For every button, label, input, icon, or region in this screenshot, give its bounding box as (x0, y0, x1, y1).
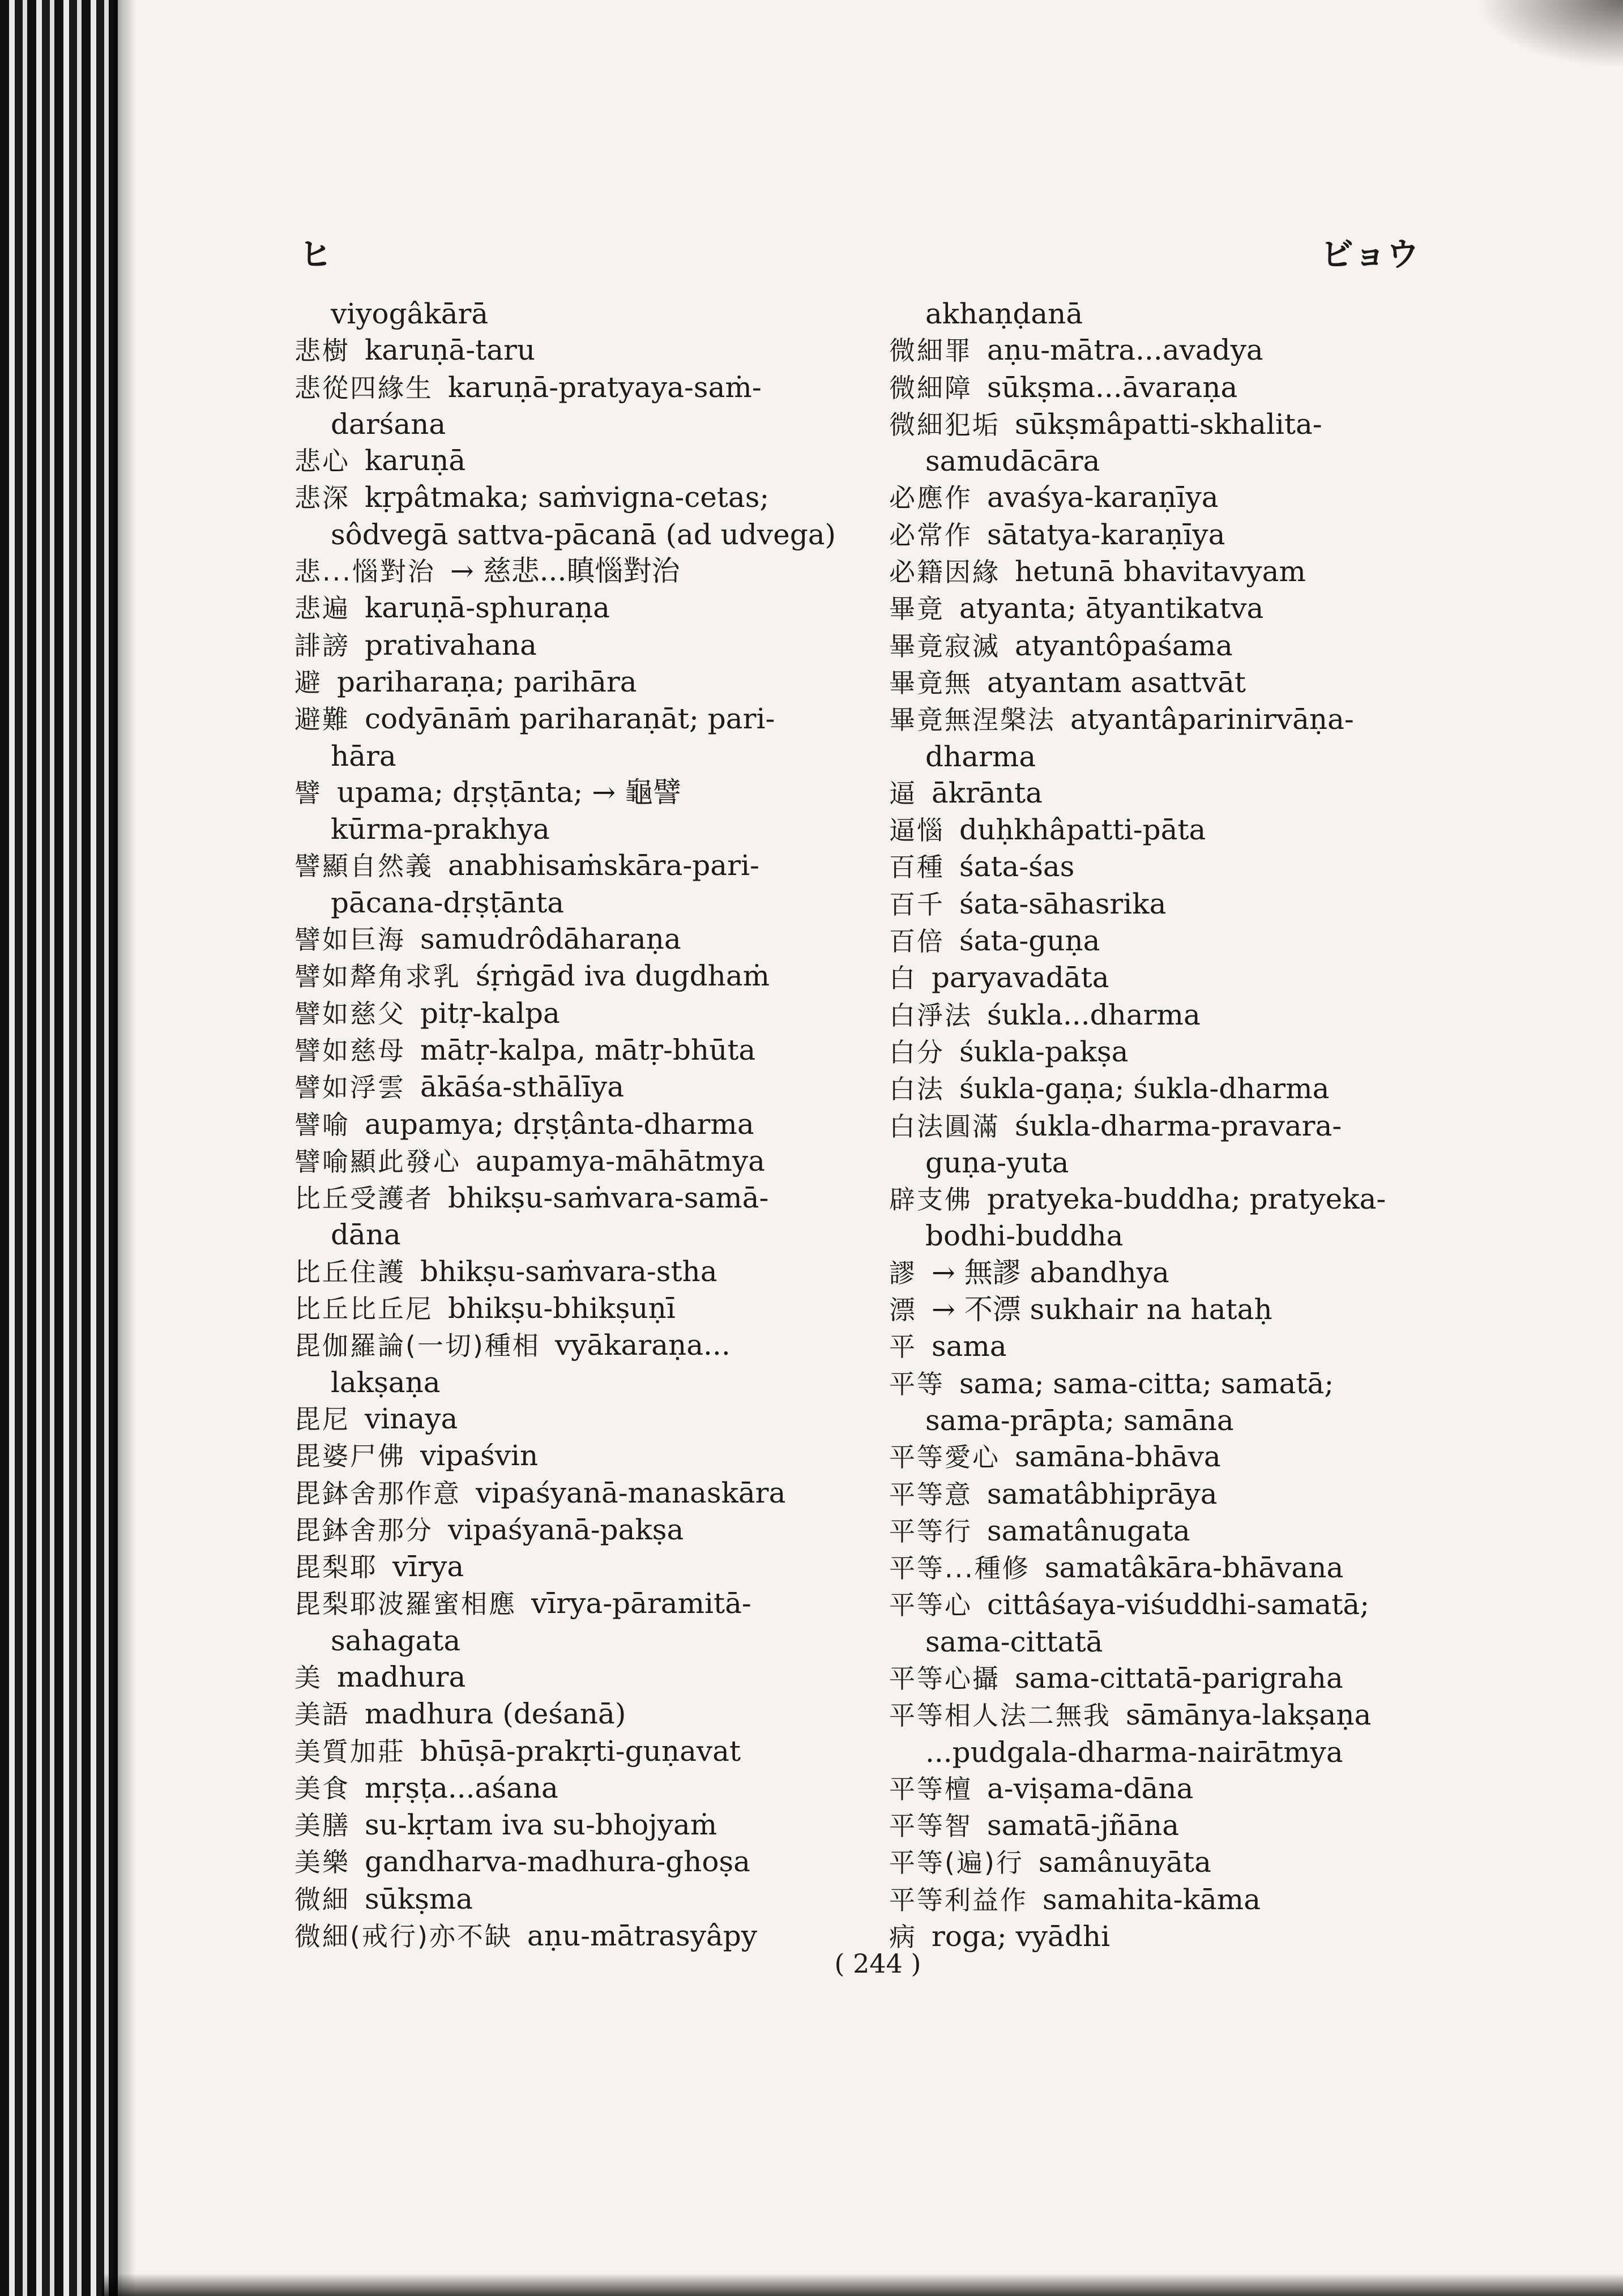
entry-headword: 平等心攝 (889, 1663, 1000, 1694)
scan-bottom-edge (102, 2273, 1623, 2296)
dictionary-entry (889, 332, 1455, 369)
dictionary-entry (889, 1181, 1455, 1218)
entry-definition: atyantôpaśama (1015, 629, 1233, 662)
dictionary-entry (889, 1660, 1455, 1697)
entry-definition: sama; sama-citta; samatā; (959, 1367, 1334, 1400)
dictionary-entry (294, 1512, 861, 1548)
dictionary-entry (889, 1291, 1455, 1328)
entry-definition: samahita-kāma (1043, 1883, 1261, 1916)
dictionary-entry (889, 443, 1455, 479)
entry-headword: 毘尼 (294, 1403, 350, 1435)
entry-headword: 比丘住護 (294, 1256, 405, 1287)
entry-definition: atyanta; ātyantikatva (959, 592, 1264, 625)
entry-definition: samatâkāra-bhāvana (1044, 1551, 1344, 1585)
entry-definition: bhikṣu-saṁvara-stha (420, 1254, 717, 1288)
entry-headword: 平等相人法二無我 (889, 1700, 1111, 1731)
entry-headword: 譬顯自然義 (294, 851, 433, 882)
book-binding (0, 0, 122, 2296)
entry-headword: 病 (889, 1922, 917, 1953)
entry-definition: bhikṣu-saṁvara-samā- (448, 1181, 769, 1215)
entry-headword: 漂 (889, 1295, 917, 1326)
dictionary-entry (294, 1843, 861, 1880)
dictionary-entry (889, 1734, 1455, 1770)
entry-definition: a-viṣama-dāna (987, 1772, 1194, 1805)
entry-definition: śukla-gaṇa; śukla-dharma (959, 1072, 1330, 1106)
dictionary-entry (294, 1437, 861, 1474)
entry-headword: 微細 (294, 1884, 350, 1915)
entry-headword: 白淨法 (889, 1000, 972, 1031)
dictionary-entry (294, 847, 861, 884)
entry-definition: śata-sāhasrika (959, 887, 1167, 920)
entry-definition: avaśya-karaṇīya (987, 481, 1219, 514)
entry-headword: 平等智 (889, 1811, 972, 1842)
entry-definition: duḥkhâpatti-pāta (959, 813, 1206, 847)
dictionary-entry (889, 923, 1455, 959)
entry-headword: 畢竟寂滅 (889, 630, 1000, 662)
entry-definition: sama-cittatā-parigraha (1015, 1661, 1343, 1695)
entry-definition: karuṇā-sphuraṇa (365, 591, 610, 625)
entry-definition: aṇu-mātrasyâpy (527, 1919, 758, 1953)
entry-headword: 百種 (889, 852, 945, 883)
dictionary-entry (294, 627, 861, 664)
entry-headword: 毘婆尸佛 (294, 1441, 405, 1472)
binding-shadow (113, 0, 136, 2296)
entry-headword: 白分 (889, 1036, 945, 1068)
entry-headword: 美膳 (294, 1810, 350, 1841)
page-number: ( 244 ) (834, 1948, 921, 1979)
entry-definition: samāna-bhāva (1015, 1440, 1221, 1474)
entry-definition: anabhisaṁskāra-pari- (448, 849, 759, 882)
dictionary-entry (294, 1143, 861, 1180)
entry-definition: bodhi-buddha (925, 1219, 1124, 1253)
dictionary-entry (889, 812, 1455, 848)
entry-definition: śata-guṇa (959, 924, 1100, 958)
entry-headword: 悲心 (294, 446, 350, 477)
dictionary-entry (889, 628, 1455, 664)
dictionary-entry (294, 701, 861, 737)
entry-headword: 譬喻顯此發心 (294, 1146, 461, 1177)
dictionary-entry (294, 1069, 861, 1106)
dictionary-entry (294, 590, 861, 626)
entry-headword: 毘梨耶 (294, 1552, 378, 1583)
entry-definition: vīrya-pāramitā- (531, 1587, 751, 1620)
entry-definition: aṇu-mātra...avadya (987, 334, 1263, 367)
dictionary-entry (294, 1401, 861, 1437)
entry-definition: vyākaraṇa... (554, 1329, 731, 1362)
entry-headword: 毘梨耶波羅蜜相應 (294, 1589, 516, 1620)
entry-definition: karuṇā (365, 444, 466, 477)
entry-headword: 悲從四緣生 (294, 372, 433, 403)
entry-definition: bhūṣā-prakṛti-guṇavat (420, 1734, 741, 1768)
entry-definition: śukla-dharma-pravara- (1015, 1109, 1342, 1142)
entry-headword: 微細犯垢 (889, 409, 1000, 440)
dictionary-entry (294, 1364, 861, 1401)
dictionary-entry (889, 590, 1455, 627)
entry-definition: mātṛ-kalpa, mātṛ-bhūta (420, 1033, 756, 1066)
entry-headword: 必籍因緣 (889, 557, 1000, 588)
dictionary-entry (889, 1402, 1455, 1439)
entry-definition: akhaṇḍanā (925, 297, 1083, 330)
entry-headword: 百千 (889, 889, 945, 920)
entry-definition: prativahana (365, 628, 537, 662)
entry-headword: 誹謗 (294, 630, 350, 661)
dictionary-entry (889, 886, 1455, 923)
entry-headword: 逼惱 (889, 815, 945, 846)
dictionary-entry (294, 885, 861, 921)
dictionary-entry (294, 1032, 861, 1069)
entry-definition: sātatya-karaṇīya (987, 518, 1225, 551)
entry-definition: upama; dṛṣṭānta; → 龜譬 (337, 775, 682, 809)
entry-definition: sūkṣma (365, 1882, 473, 1915)
entry-headword: 平等行 (889, 1516, 972, 1547)
entry-definition: aupamya; dṛṣṭânta-dharma (365, 1107, 754, 1141)
entry-definition: → 無謬 abandhya (932, 1256, 1169, 1289)
entry-headword: 微細障 (889, 372, 972, 403)
entry-headword: 微細(戒行)亦不缺 (294, 1921, 512, 1952)
entry-definition: paryavadāta (932, 961, 1109, 995)
dictionary-entry (889, 1918, 1455, 1955)
entry-definition: gandharva-madhura-ghoṣa (365, 1845, 750, 1879)
left-column (294, 296, 861, 1954)
entry-headword: 譬如浮雲 (294, 1072, 405, 1103)
entry-definition: atyantam asattvāt (987, 665, 1246, 699)
dictionary-entry (889, 701, 1455, 738)
entry-definition: mṛṣṭa...aśana (365, 1771, 558, 1804)
entry-definition: ...pudgala-dharma-nairātmya (925, 1735, 1343, 1769)
entry-definition: hetunā bhavitavyam (1015, 555, 1306, 588)
entry-definition: bhikṣu-bhikṣuṇī (448, 1292, 676, 1325)
entry-headword: 譬如巨海 (294, 924, 405, 955)
dictionary-entry (294, 774, 861, 811)
entry-headword: 避難 (294, 704, 350, 735)
dictionary-entry (889, 997, 1455, 1034)
dictionary-entry (294, 921, 861, 958)
entry-definition: sama (932, 1330, 1007, 1363)
dictionary-entry (294, 1475, 861, 1512)
entry-definition: samudrôdāharaṇa (420, 923, 681, 956)
entry-definition: vipaśyanā-pakṣa (448, 1513, 684, 1546)
dictionary-entry (294, 811, 861, 847)
dictionary-entry (889, 1365, 1455, 1402)
entry-headword: 譬 (294, 777, 322, 808)
dictionary-entry (889, 1550, 1455, 1586)
dictionary-entry (889, 775, 1455, 812)
entry-definition: sôdvegā sattva-pācanā (ad udvega) (331, 518, 836, 551)
entry-definition: samatâbhiprāya (987, 1477, 1218, 1510)
entry-definition: samatânugata (987, 1514, 1190, 1547)
entry-headword: 美樂 (294, 1847, 350, 1878)
entry-headword: 平等 (889, 1368, 945, 1399)
dictionary-entry (294, 1807, 861, 1843)
dictionary-entry (889, 664, 1455, 701)
dictionary-entry (294, 406, 861, 442)
dictionary-entry (889, 553, 1455, 590)
entry-definition: samânuyāta (1038, 1846, 1211, 1879)
dictionary-entry (294, 1696, 861, 1732)
dictionary-entry (294, 1585, 861, 1622)
running-head-left: ヒ (299, 235, 332, 274)
entry-headword: 悲深 (294, 483, 350, 514)
dictionary-entry (889, 1254, 1455, 1291)
entry-headword: 毘鉢舍那作意 (294, 1478, 461, 1509)
dictionary-entry (294, 995, 861, 1032)
entry-headword: 平等意 (889, 1479, 972, 1510)
entry-headword: 白 (889, 963, 917, 994)
dictionary-entry (889, 1070, 1455, 1107)
dictionary-entry (889, 1328, 1455, 1365)
entry-headword: 毘鉢舍那分 (294, 1514, 433, 1546)
entry-headword: 必應作 (889, 483, 972, 514)
entry-definition: → 不漂 sukhair na hataḥ (932, 1293, 1272, 1326)
entry-definition: codyānāṁ pariharaṇāt; pari- (365, 702, 775, 736)
entry-definition: sūkṣma...āvaraṇa (987, 370, 1238, 404)
entry-definition: śata-śas (959, 850, 1075, 884)
entry-headword: 謬 (889, 1257, 917, 1288)
scan-corner-shadow (1476, 0, 1623, 68)
entry-definition: cittâśaya-viśuddhi-samatā; (987, 1588, 1370, 1621)
dictionary-entry (294, 479, 861, 516)
dictionary-entry (889, 479, 1455, 516)
dictionary-entry (889, 1513, 1455, 1550)
dictionary-entry (294, 296, 861, 332)
entry-headword: 比丘比丘尼 (294, 1294, 433, 1325)
entry-definition: viyogâkārā (331, 297, 489, 330)
entry-headword: 悲...惱對治 (294, 556, 435, 587)
dictionary-entry (889, 1476, 1455, 1513)
entry-definition: ākrānta (932, 776, 1043, 809)
dictionary-entry (294, 1253, 861, 1290)
entry-definition: sama-cittatā (925, 1625, 1103, 1658)
entry-headword: 白法圓滿 (889, 1111, 1000, 1142)
dictionary-entry (889, 1108, 1455, 1145)
dictionary-entry (294, 332, 861, 369)
dictionary-entry (294, 664, 861, 701)
dictionary-entry (889, 1145, 1455, 1181)
entry-definition: karuṇā-pratyaya-saṁ- (448, 370, 762, 404)
dictionary-entry (294, 517, 861, 553)
dictionary-entry (294, 369, 861, 406)
dictionary-entry (889, 517, 1455, 553)
dictionary-entry (294, 1106, 861, 1143)
entry-definition: vinaya (365, 1402, 458, 1435)
entry-definition: roga; vyādhi (932, 1920, 1111, 1953)
entry-headword: 平等檀 (889, 1773, 972, 1804)
dictionary-entry (294, 1623, 861, 1659)
entry-definition: pācana-dṛṣṭānta (331, 886, 565, 919)
entry-headword: 譬喻 (294, 1109, 350, 1140)
entry-headword: 辟支佛 (889, 1184, 972, 1215)
running-head-right: ビョウ (1320, 235, 1419, 274)
dictionary-entry (889, 296, 1455, 332)
entry-headword: 百倍 (889, 926, 945, 957)
dictionary-entry (294, 1881, 861, 1918)
entry-headword: 畢竟無涅槃法 (889, 705, 1056, 736)
entry-headword: 譬如慈母 (294, 1035, 405, 1066)
entry-definition: guṇa-yuta (925, 1146, 1069, 1179)
entry-headword: 美 (294, 1662, 322, 1693)
entry-headword: 避 (294, 667, 322, 698)
entry-headword: 美語 (294, 1699, 350, 1730)
entry-headword: 悲樹 (294, 335, 350, 366)
entry-definition: darśana (331, 407, 446, 441)
entry-headword: 平等利益作 (889, 1884, 1028, 1915)
entry-headword: 微細罪 (889, 335, 972, 366)
dictionary-entry (889, 1881, 1455, 1918)
dictionary-entry (294, 442, 861, 479)
dictionary-entry (889, 1439, 1455, 1475)
entry-definition: karuṇā-taru (365, 334, 536, 367)
entry-headword: 平等(遍)行 (889, 1847, 1024, 1879)
dictionary-entry (889, 1770, 1455, 1807)
dictionary-entry (889, 1586, 1455, 1623)
dictionary-entry (294, 738, 861, 774)
entry-headword: 美食 (294, 1773, 350, 1804)
entry-headword: 畢竟無 (889, 667, 972, 698)
dictionary-entry (294, 1180, 861, 1217)
entry-definition: → 慈悲...瞋惱對治 (450, 554, 680, 588)
entry-definition: dharma (925, 740, 1036, 773)
entry-definition: pitṛ-kalpa (420, 996, 560, 1030)
entry-definition: samatā-jñāna (987, 1809, 1180, 1842)
entry-definition: atyantâparinirvāṇa- (1070, 703, 1354, 736)
dictionary-entry (294, 958, 861, 995)
dictionary-entry (294, 1733, 861, 1770)
entry-definition: madhura (337, 1660, 466, 1693)
entry-headword: 必常作 (889, 519, 972, 550)
entry-definition: sāmānya-lakṣaṇa (1126, 1698, 1372, 1732)
dictionary-entry (294, 1659, 861, 1696)
dictionary-entry (889, 848, 1455, 885)
entry-headword: 平等...種修 (889, 1553, 1030, 1584)
entry-definition: vipaśvin (420, 1439, 539, 1473)
dictionary-entry (889, 959, 1455, 996)
entry-definition: pratyeka-buddha; pratyeka- (987, 1183, 1386, 1216)
entry-headword: 悲遍 (294, 593, 350, 624)
entry-headword: 美質加莊 (294, 1736, 405, 1767)
entry-definition: aupamya-māhātmya (476, 1144, 765, 1177)
dictionary-entry (889, 1218, 1455, 1254)
entry-headword: 平等心 (889, 1590, 972, 1621)
entry-definition: sūkṣmâpatti-skhalita- (1015, 407, 1322, 441)
entry-headword: 畢竟 (889, 594, 945, 625)
entry-definition: lakṣaṇa (331, 1365, 441, 1399)
dictionary-entry (294, 1770, 861, 1807)
dictionary-entry (294, 553, 861, 590)
dictionary-entry (889, 739, 1455, 775)
dictionary-entry (889, 1034, 1455, 1070)
entry-headword: 譬如慈父 (294, 998, 405, 1029)
entry-definition: śukla-pakṣa (959, 1035, 1129, 1068)
dictionary-entry (294, 1217, 861, 1253)
dictionary-entry (889, 406, 1455, 443)
entry-definition: ākāśa-sthālīya (420, 1070, 625, 1104)
entry-headword: 平 (889, 1331, 917, 1363)
entry-definition: śṛṅgād iva dugdhaṁ (476, 959, 770, 993)
entry-definition: vīrya (392, 1550, 464, 1584)
dictionary-entry (889, 1807, 1455, 1844)
entry-definition: samudācāra (925, 445, 1100, 478)
dictionary-entry (889, 1697, 1455, 1734)
entry-definition: pariharaṇa; parihāra (337, 665, 637, 698)
entry-definition: hāra (331, 739, 396, 773)
dictionary-entry (294, 1548, 861, 1585)
entry-definition: śukla...dharma (987, 998, 1201, 1031)
entry-definition: sahagata (331, 1624, 461, 1657)
dictionary-entry (889, 1844, 1455, 1881)
dictionary-entry (889, 369, 1455, 406)
entry-definition: vipaśyanā-manaskāra (476, 1476, 786, 1509)
dictionary-entry (294, 1327, 861, 1364)
entry-definition: su-kṛtam iva su-bhojyaṁ (365, 1808, 717, 1842)
right-column (889, 296, 1455, 1955)
entry-headword: 比丘受護者 (294, 1183, 433, 1214)
entry-headword: 譬如犛角求乳 (294, 961, 461, 992)
dictionary-entry (294, 1918, 861, 1954)
dictionary-entry (889, 1624, 1455, 1660)
entry-definition: kṛpâtmaka; saṁvigna-cetas; (365, 481, 770, 514)
entry-definition: sama-prāpta; samāna (925, 1403, 1234, 1437)
entry-definition: madhura (deśanā) (365, 1697, 626, 1731)
entry-definition: kūrma-prakhya (331, 813, 550, 846)
entry-headword: 逼 (889, 778, 917, 809)
entry-headword: 白法 (889, 1074, 945, 1105)
entry-headword: 毘伽羅論(一切)種相 (294, 1330, 540, 1362)
entry-headword: 平等愛心 (889, 1442, 1000, 1473)
entry-definition: dāna (331, 1218, 401, 1252)
dictionary-entry (294, 1290, 861, 1327)
